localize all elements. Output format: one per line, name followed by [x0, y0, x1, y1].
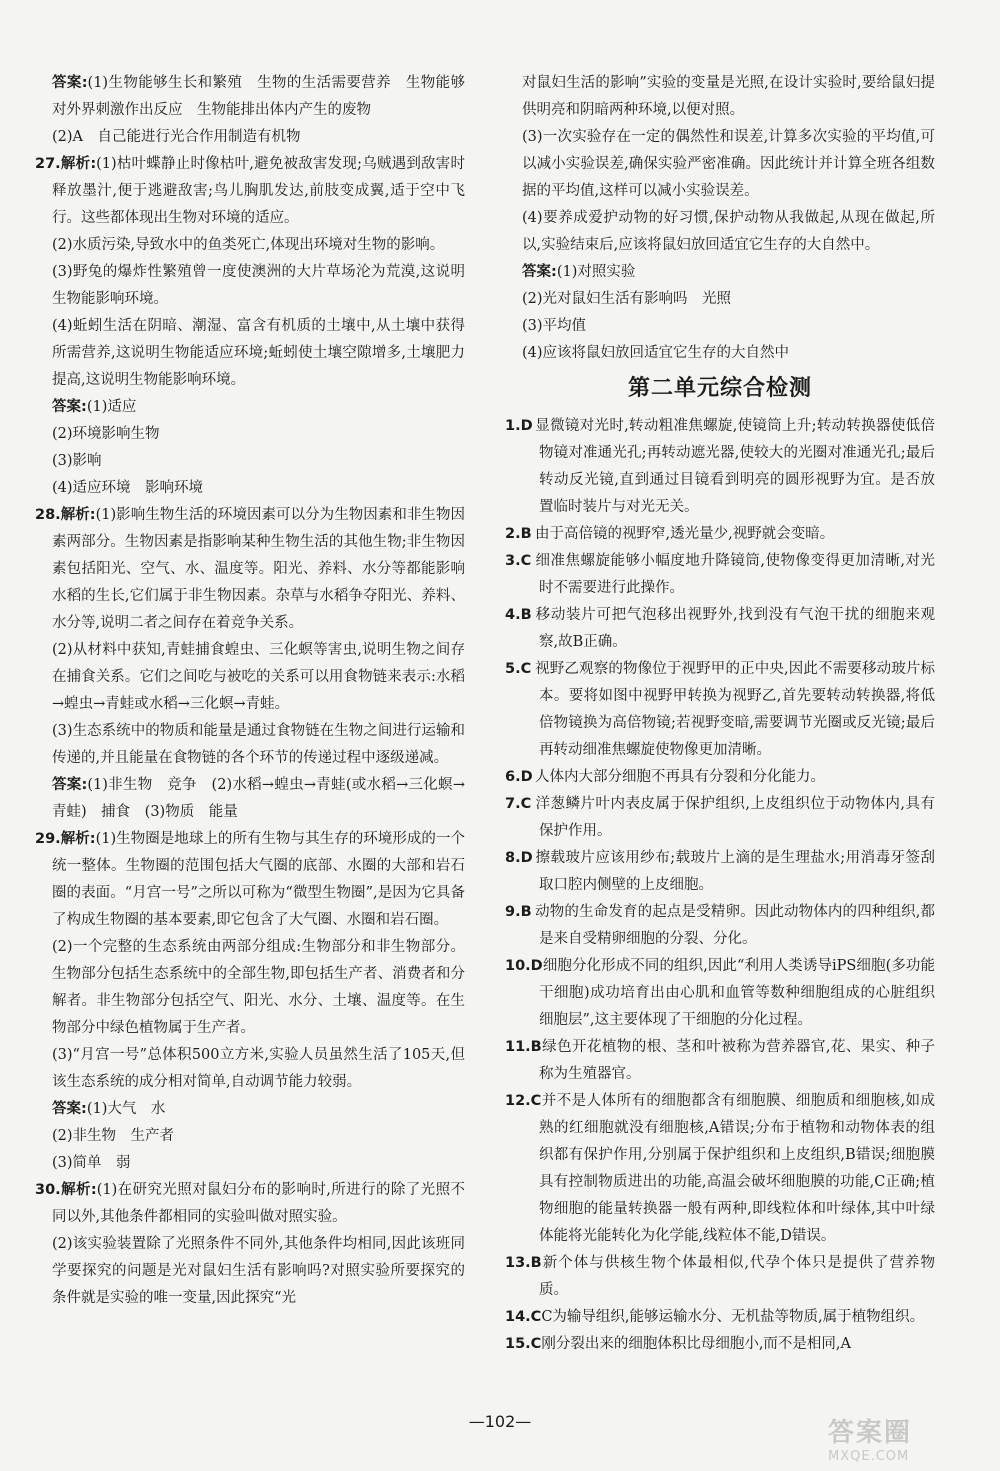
mc-item: [505, 899, 935, 953]
mc-item-text: 移动装片可把气泡移出视野外,找到没有气泡干扰的细胞来观察,故B正确。: [535, 607, 935, 650]
q30-analysis-2: (2)该实验装置除了光照条件不同外,其他条件均相同,因此该班同学要探究的问题是光对鼠妇生活有影响吗?对照实验所要探究的条件就是实验的唯一变量,因此探究“光: [52, 1236, 465, 1306]
mc-item: [505, 602, 935, 656]
mc-item-text: 由于高倍镜的视野窄,透光量少,视野就会变暗。: [535, 526, 835, 542]
q27-answer-2: (2)环境影响生物: [52, 426, 160, 442]
page-number: —102—: [468, 1412, 532, 1431]
mc-item-text: 人体内大部分细胞不再具有分裂和分化能力。: [535, 769, 825, 785]
q30-answer-2: (2)光对鼠妇生活有影响吗 光照: [522, 291, 732, 307]
watermark-line1: 答案圈: [828, 1418, 913, 1448]
q27-analysis-4: (4)蚯蚓生活在阴暗、潮湿、富含有机质的土壤中,从土壤中获得所需营养,这说明生物能适应环境;蚯蚓使土壤空隙增多,土壤肥力提高,这说明生物能影响环境。: [52, 318, 465, 388]
mc-item-text: 细胞分化形成不同的组织,因此“利用人类诱导iPS细胞(多功能干细胞)成功培育出由心肌和血管等数种细胞组成的心脏组织细胞层”,这主要体现了干细胞的分化过程。: [539, 958, 935, 1028]
q30-analysis-4: (4)要养成爱护动物的好习惯,保护动物从我做起,从现在做起,所以,实验结束后,应该将鼠妇放回适宜它生存的大自然中。: [522, 210, 935, 253]
q27-answer-1: 答案:(1)适应: [52, 399, 137, 415]
mc-item-number: 15.C: [505, 1336, 542, 1352]
mc-item-number: 14.C: [505, 1309, 542, 1325]
mc-item: [505, 656, 935, 764]
q30-analysis-cont: 对鼠妇生活的影响”实验的变量是光照,在设计实验时,要给鼠妇提供明亮和阴暗两种环境,以便对照。: [522, 75, 935, 118]
mc-item-text: 动物的生命发育的起点是受精卵。因此动物体内的四种组织,都是来自受精卵细胞的分裂、分化。: [535, 904, 935, 947]
q30-answer-1: 答案:(1)对照实验: [522, 264, 636, 280]
mc-item-number: 7.C: [505, 796, 532, 812]
mc-item: [505, 1088, 935, 1250]
mc-item-text: 并不是人体所有的细胞都含有细胞膜、细胞质和细胞核,如成熟的红细胞就没有细胞核,A错误;分布于植物和动物体表的组织都有保护作用,分别属于保护组织和上皮组织,B错误;细胞膜具有控制物质进出的功能,高温会破坏细胞膜的功能,C正确;植物细胞的能量转换器一般有两种,即线粒体和叶绿体,其中叶绿体能将光能转化为化学能,线粒体不能,D错误。: [539, 1093, 935, 1244]
mc-item-text: 洋葱鳞片叶内表皮属于保护组织,上皮组织位于动物体内,具有保护作用。: [535, 796, 935, 839]
mc-item: [505, 413, 935, 521]
mc-item-number: 5.C: [505, 661, 532, 677]
q29-analysis-1: 29.解析:(1)生物圈是地球上的所有生物与其生存的环境形成的一个统一整体。生物圈的范围包括大气圈的底部、水圈的大部和岩石圈的表面。“月宫一号”之所以可称为“微型生物圈”,是因为它具备了构成生物圈的基本要素,即它包含了大气圈、水圈和岩石圈。: [35, 831, 465, 928]
q27-analysis-2: (2)水质污染,导致水中的鱼类死亡,体现出环境对生物的影响。: [52, 237, 445, 253]
right-column: [505, 70, 935, 1358]
q30-analysis-1: 30.解析:(1)在研究光照对鼠妇分布的影响时,所进行的除了光照不同以外,其他条件都相同的实验叫做对照实验。: [35, 1182, 465, 1225]
mc-item: [505, 764, 935, 791]
mc-item-number: 13.B: [505, 1255, 542, 1271]
q27-analysis-3: (3)野兔的爆炸性繁殖曾一度使澳洲的大片草场沦为荒漠,这说明生物能影响环境。: [52, 264, 465, 307]
q30-analysis-3: (3)一次实验存在一定的偶然性和误差,计算多次实验的平均值,可以减小实验误差,确保实验严密准确。因此统计并计算全班各组数据的平均值,这样可以减小实验误差。: [522, 129, 935, 199]
mc-item-text: 显微镜对光时,转动粗准焦螺旋,使镜筒上升;转动转换器使低倍物镜对准通光孔;再转动遮光器,使较大的光圈对准通光孔;最后转动反光镜,直到通过目镜看到明亮的圆形视野为宜。是否放置临时装片与对光无关。: [535, 418, 935, 515]
watermark-line2: MXQE.COM: [828, 1449, 910, 1464]
q27-analysis-1: 27.解析:(1)枯叶蝶静止时像枯叶,避免被敌害发现;乌贼遇到敌害时释放墨汁,便于逃避敌害;鸟儿胸肌发达,前肢变成翼,适于空中飞行。这些都体现出生物对环境的适应。: [35, 156, 465, 226]
mc-item: [505, 1250, 935, 1304]
q29-analysis-3: (3)“月宫一号”总体积500立方米,实验人员虽然生活了105天,但该生态系统的成分相对简单,自动调节能力较弱。: [52, 1047, 465, 1090]
q28-analysis-3: (3)生态系统中的物质和能量是通过食物链在生物之间进行运输和传递的,并且能量在食物链的各个环节的传递过程中逐级递减。: [52, 723, 465, 766]
mc-item-number: 9.B: [505, 904, 532, 920]
mc-item-text: 刚分裂出来的细胞体积比母细胞小,而不是相同,A: [541, 1336, 852, 1352]
q27-answer-4: (4)适应环境 影响环境: [52, 480, 204, 496]
mc-item: [505, 1034, 935, 1088]
mc-item-number: 3.C: [505, 553, 532, 569]
mc-item-text: 细准焦螺旋能够小幅度地升降镜筒,使物像变得更加清晰,对光时不需要进行此操作。: [535, 553, 935, 596]
mc-item: [505, 521, 935, 548]
q29-answer-1: 答案:(1)大气 水: [52, 1101, 166, 1117]
mc-item: [505, 1304, 935, 1331]
mc-item: [505, 845, 935, 899]
mc-item-number: 4.B: [505, 607, 532, 623]
mc-item-text: C为输导组织,能够运输水分、无机盐等物质,属于植物组织。: [541, 1309, 925, 1325]
q30-answer-3: (3)平均值: [522, 318, 587, 334]
mc-item-text: 新个体与供核生物个体最相似,代孕个体只是提供了营养物质。: [539, 1255, 935, 1298]
q27-answer-3: (3)影响: [52, 453, 102, 469]
q28-analysis-1: 28.解析:(1)影响生物生活的环境因素可以分为生物因素和非生物因素两部分。生物因素是指影响某种生物生活的其他生物;非生物因素包括阳光、空气、水、温度等。阳光、养料、水分等都能影响水稻的生长,它们属于非生物因素。杂草与水稻争夺阳光、养料、水分等,说明二者之间存在着竞争关系。: [35, 507, 465, 631]
mc-item-number: 1.D: [505, 418, 533, 434]
q30-answer-4: (4)应该将鼠妇放回适宜它生存的大自然中: [522, 345, 790, 361]
mc-item-text: 擦载玻片应该用纱布;载玻片上滴的是生理盐水;用消毒牙签刮取口腔内侧壁的上皮细胞。: [535, 850, 935, 893]
mc-item: [505, 953, 935, 1034]
mc-item-text: 视野乙观察的物像位于视野甲的正中央,因此不需要移动玻片标本。要将如图中视野甲转换为视野乙,首先要转动转换器,将低倍物镜换为高倍物镜;若视野变暗,需要调节光圈或反光镜;最后再转动细准焦螺旋使物像更加清晰。: [535, 661, 935, 758]
mc-item-number: 11.B: [505, 1039, 542, 1055]
mc-item-number: 6.D: [505, 769, 533, 785]
q29-answer-3: (3)简单 弱: [52, 1155, 131, 1171]
mc-item: [505, 1331, 935, 1358]
mc-item-number: 12.C: [505, 1093, 542, 1109]
mc-item-number: 10.D: [505, 958, 543, 974]
watermark-logo: [828, 1412, 988, 1467]
q29-answer-2: (2)非生物 生产者: [52, 1128, 175, 1144]
mc-item: [505, 548, 935, 602]
q28-analysis-2: (2)从材料中获知,青蛙捕食蝗虫、三化螟等害虫,说明生物之间存在捕食关系。它们之间吃与被吃的关系可以用食物链来表示:水稻→蝗虫→青蛙或水稻→三化螟→青蛙。: [52, 642, 465, 712]
mc-item-text: 绿色开花植物的根、茎和叶被称为营养器官,花、果实、种子称为生殖器官。: [539, 1039, 935, 1082]
mc-item: [505, 791, 935, 845]
section-title: 第二单元综合检测: [627, 376, 812, 401]
q26-answer-2: (2)A 自己能进行光合作用制造有机物: [52, 129, 301, 145]
q26-answer: 答案:(1)生物能够生长和繁殖 生物的生活需要营养 生物能够对外界刺激作出反应 生物能排出体内产生的废物: [52, 75, 465, 118]
mc-item-number: 2.B: [505, 526, 532, 542]
q29-analysis-2: (2)一个完整的生态系统由两部分组成:生物部分和非生物部分。生物部分包括生态系统中的全部生物,即包括生产者、消费者和分解者。非生物部分包括空气、阳光、水分、土壤、温度等。在生物部分中绿色植物属于生产者。: [52, 939, 465, 1036]
left-column: [35, 70, 465, 1312]
mc-item-number: 8.D: [505, 850, 533, 866]
multiple-choice-list: [505, 413, 935, 1358]
q28-answer: 答案:(1)非生物 竞争 (2)水稻→蝗虫→青蛙(或水稻→三化螟→青蛙) 捕食 (3)物质 能量: [52, 777, 465, 820]
